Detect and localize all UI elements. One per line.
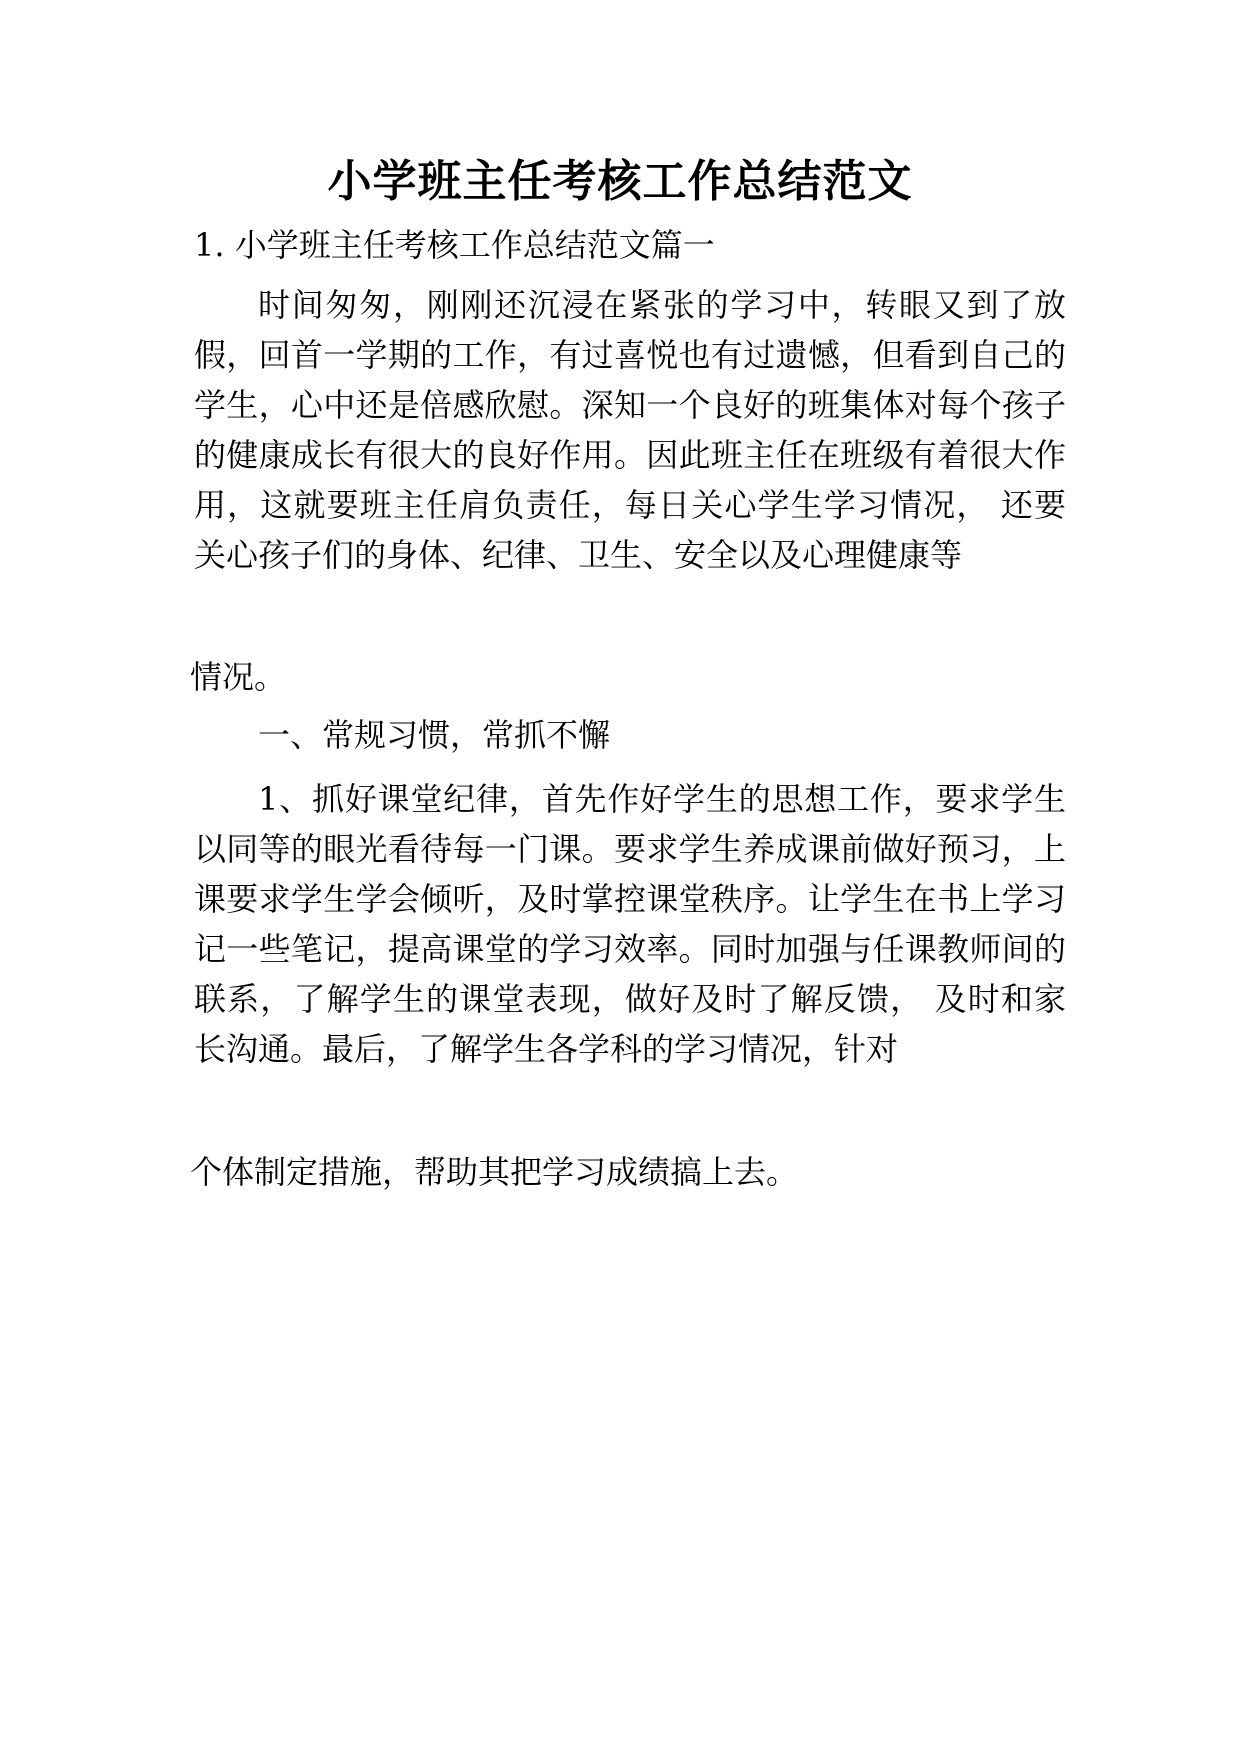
section-heading: 1. 小学班主任考核工作总结范文篇一 (194, 226, 715, 264)
paragraph-2: 1、抓好课堂纪律，首先作好学生的思想工作，要求学生以同等的眼光看待每一门课。要求学生养成课前做好预习，上课要求学生学会倾听，及时掌控课堂秩序。让学生在书上学习记一些笔记，提高课堂的学习效率。同时加强与任课教师间的联系，了解学生的课堂表现，做好及时了解反馈， 及时和家长沟通。最后，了解学生各学科的学习情况，针对 (194, 780, 1066, 1068)
document-title: 小学班主任考核工作总结范文 (327, 156, 913, 207)
paragraph-1-continued: 情况。 (190, 658, 287, 696)
subheading-routine-habits: 一、常规习惯，常抓不懈 (258, 716, 611, 754)
paragraph-1: 时间匆匆，刚刚还沉浸在紧张的学习中，转眼又到了放假，回首一学期的工作，有过喜悦也有过遗憾，但看到自己的学生，心中还是倍感欣慰。深知一个良好的班集体对每个孩子的健康成长有很大的良好作用。因此班主任在班级有着很大作用，这就要班主任肩负责任，每日关心学生学习情况， 还要关心孩子们的身体、纪律、卫生、安全以及心理健康等 (194, 286, 1066, 574)
paragraph-2-continued: 个体制定措施，帮助其把学习成绩搞上去。 (190, 1153, 799, 1191)
